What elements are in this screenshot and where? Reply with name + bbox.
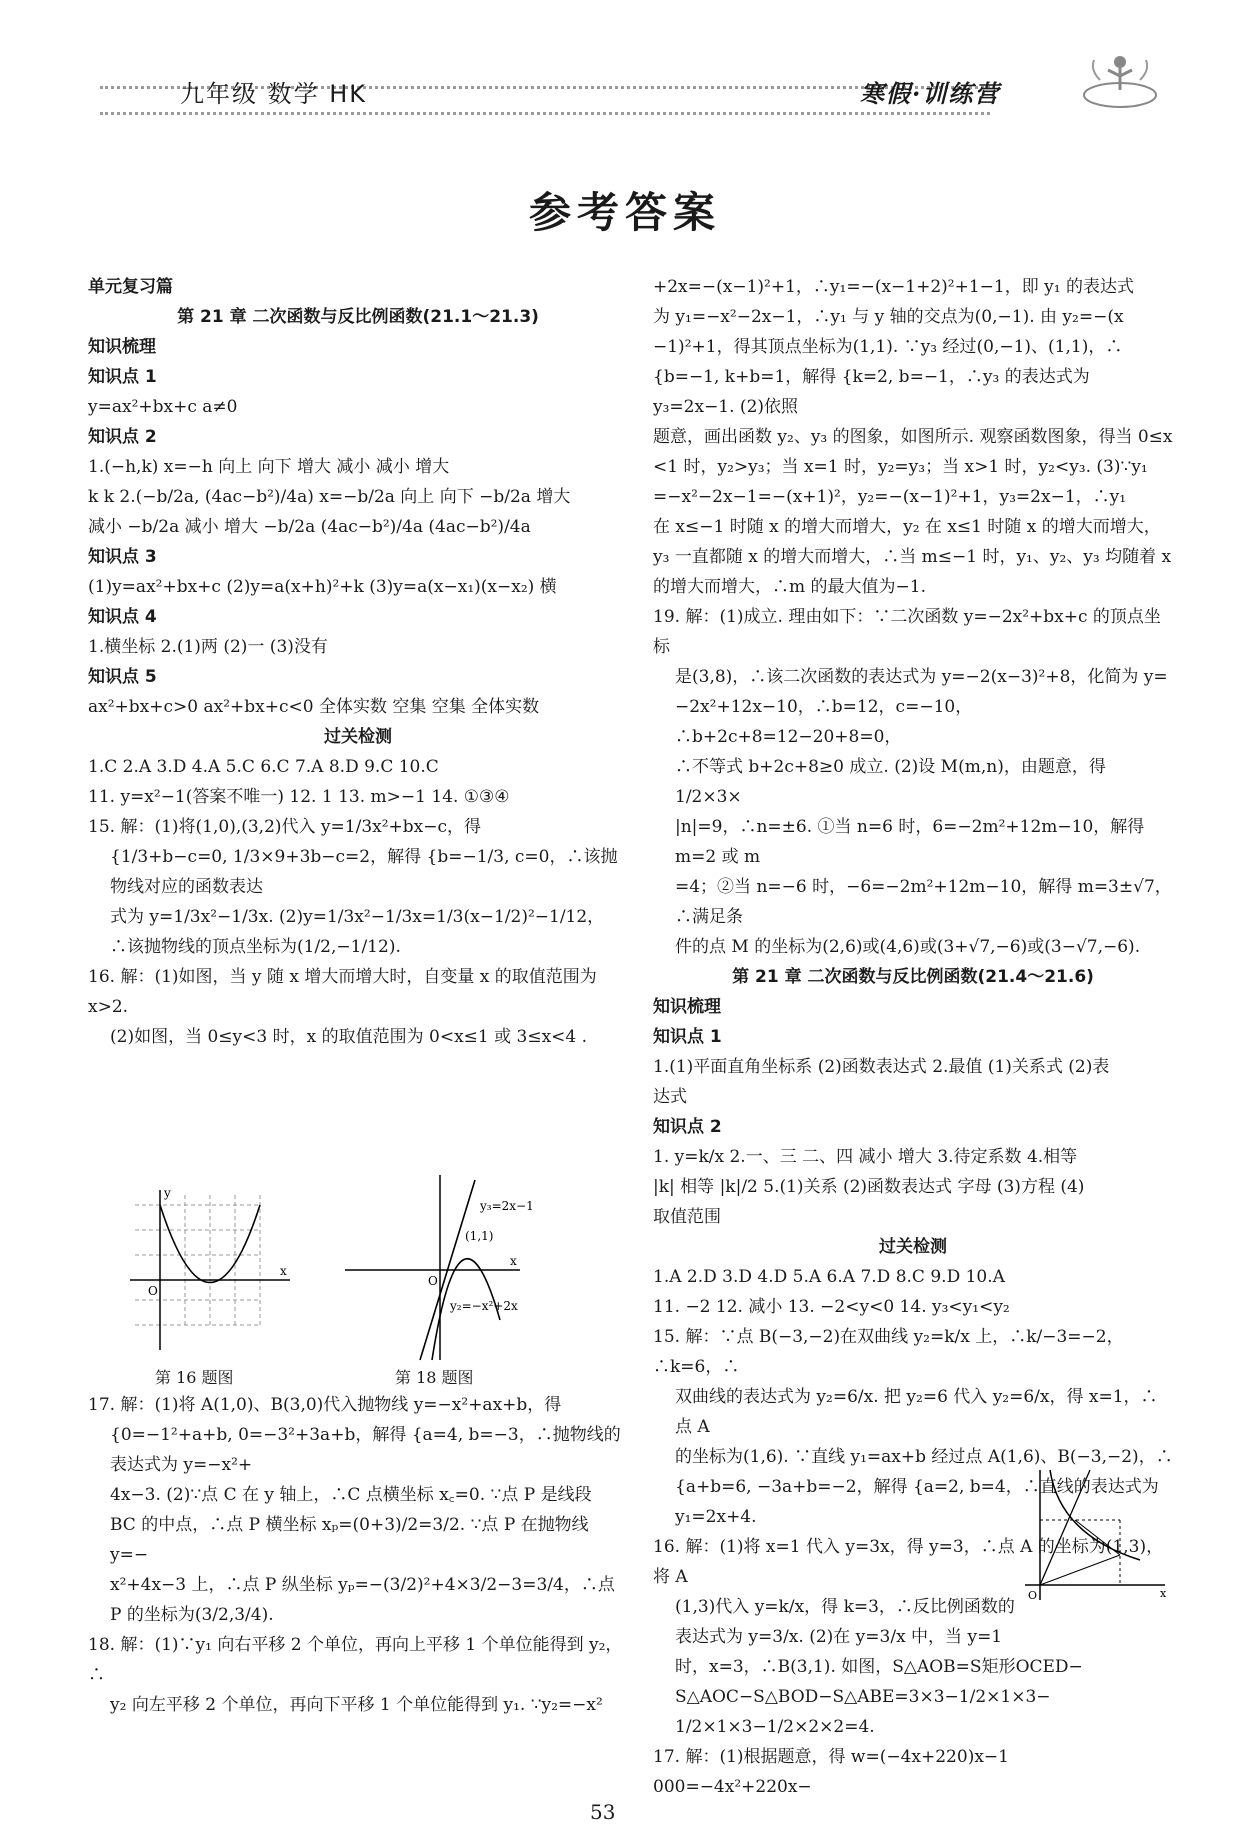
left-col2-line: y₂ 向左平移 2 个单位，再向下平移 1 个单位能得到 y₁. ∵y₂=−x² bbox=[110, 1695, 603, 1715]
left-col-line: 1.C 2.A 3.D 4.A 5.C 6.C 7.A 8.D 9.C 10.C bbox=[88, 757, 439, 777]
right-col-line: 过关检测 bbox=[879, 1237, 947, 1257]
left-col-line: 1.横坐标 2.(1)两 (2)一 (3)没有 bbox=[88, 637, 328, 657]
fig18-y2-label: y₂=−x²+2x bbox=[450, 1299, 518, 1313]
right-col-line: 取值范围 bbox=[653, 1207, 721, 1227]
right-col-line: {b=−1, k+b=1，解得 {k=2, b=−1，∴y₃ 的表达式为 y₃=2x−1. (2)依照 bbox=[653, 367, 1090, 417]
figure-right-16-graph bbox=[1020, 1465, 1170, 1605]
right-col-line: −1)²+1，得其顶点坐标为(1,1). ∵y₃ 经过(0,−1)、(1,1)，∴ bbox=[653, 337, 1123, 357]
fig16-origin: O bbox=[148, 1284, 158, 1298]
left-col-line: ∴该抛物线的顶点坐标为(1/2,−1/12). bbox=[110, 937, 401, 957]
right-col-line: =4；②当 n=−6 时，−6=−2m²+12m−10，解得 m=3±√7，∴满足条 bbox=[675, 877, 1172, 927]
right-col-line: |k| 相等 |k|/2 5.(1)关系 (2)函数表达式 字母 (3)方程 (4) bbox=[653, 1177, 1085, 1197]
left-col2-line: {0=−1²+a+b, 0=−3²+3a+b，解得 {a=4, b=−3，∴抛物线的表达式为 y=−x²+ bbox=[110, 1425, 621, 1475]
left-col2-line: x²+4x−3 上，∴点 P 纵坐标 yₚ=−(3/2)²+4×3/2−3=3/4，∴点 bbox=[110, 1575, 615, 1595]
right-col-line: 19. 解：(1)成立. 理由如下：∵二次函数 y=−2x²+bx+c 的顶点坐标 bbox=[653, 607, 1161, 657]
right-col-line: 表达式为 y=3/x. (2)在 y=3/x 中，当 y=1 bbox=[675, 1627, 1003, 1647]
left-col-line: (2)如图，当 0≤y<3 时，x 的取值范围为 0<x≤1 或 3≤x<4 . bbox=[110, 1027, 588, 1047]
right-col-line: 1.(1)平面直角坐标系 (2)函数表达式 2.最值 (1)关系式 (2)表 bbox=[653, 1057, 1110, 1077]
right-col-line: 为 y₁=−x²−2x−1，∴y₁ 与 y 轴的交点为(0,−1). 由 y₂=−(x bbox=[653, 307, 1124, 327]
left-column bbox=[88, 272, 628, 1052]
left-col-line: 减小 −b/2a 减小 增大 −b/2a (4ac−b²)/4a (4ac−b²)/4a bbox=[88, 517, 531, 537]
right-col-line: 达式 bbox=[653, 1087, 687, 1107]
fig18-x-label: x bbox=[510, 1254, 517, 1268]
right-col-line: y₃ 一直都随 x 的增大而增大，∴当 m≤−1 时，y₁、y₂、y₃ 均随着 x bbox=[653, 547, 1172, 567]
figure-16-graph bbox=[130, 1185, 330, 1365]
right-col-line: (1,3)代入 y=k/x，得 k=3，∴反比例函数的 bbox=[675, 1597, 1015, 1617]
right-col-line: 件的点 M 的坐标为(2,6)或(4,6)或(3+√7,−6)或(3−√7,−6). bbox=[675, 937, 1141, 957]
right-col-line: 16. 解：(1)将 x=1 代入 y=3x，得 y=3，∴点 A 的坐标为(1,3)，将 A bbox=[653, 1537, 1164, 1587]
left-col-line: k k 2.(−b/2a, (4ac−b²)/4a) x=−b/2a 向上 向下 −b/2a 增大 bbox=[88, 487, 571, 507]
left-col-line: 1.(−h,k) x=−h 向上 向下 增大 减小 减小 增大 bbox=[88, 457, 450, 477]
right-col-line: 第 21 章 二次函数与反比例函数(21.4～21.6) bbox=[732, 967, 1094, 987]
right-col-line: 在 x≤−1 时随 x 的增大而增大，y₂ 在 x≤1 时随 x 的增大而增大， bbox=[653, 517, 1161, 537]
figure-18-caption: 第 18 题图 bbox=[395, 1368, 474, 1387]
left-col-line: 16. 解：(1)如图，当 y 随 x 增大而增大时，自变量 x 的取值范围为 x>2. bbox=[88, 967, 597, 1017]
left-col-line: 第 21 章 二次函数与反比例函数(21.1～21.3) bbox=[177, 307, 539, 327]
right-col-line: 时，x=3，∴B(3,1). 如图，S△AOB=S矩形OCED− bbox=[675, 1657, 1083, 1677]
right-col-line: 17. 解：(1)根据题意，得 w=(−4x+220)x−1 000=−4x²+220x− bbox=[653, 1747, 1009, 1797]
figure-18-graph bbox=[340, 1170, 540, 1365]
fig18-origin: O bbox=[428, 1274, 438, 1288]
fig16-y-label: y bbox=[164, 1186, 171, 1200]
left-col-line: 知识点 3 bbox=[88, 547, 157, 567]
left-column-lower bbox=[88, 1390, 628, 1720]
right-col-line: ∴不等式 b+2c+8≥0 成立. (2)设 M(m,n)，由题意，得 1/2×3× bbox=[675, 757, 1106, 807]
right-col-line: |n|=9，∴n=±6. ①当 n=6 时，6=−2m²+12m−10，解得 m=2 或 m bbox=[675, 817, 1145, 867]
fig18-point-label: (1,1) bbox=[465, 1229, 494, 1243]
header-brand: 寒假·训练营 bbox=[860, 79, 1001, 108]
left-col-line: 知识梳理 bbox=[88, 337, 156, 357]
left-col-line: ax²+bx+c>0 ax²+bx+c<0 全体实数 空集 空集 全体实数 bbox=[88, 697, 540, 717]
right-col-line: 的增大而增大，∴m 的最大值为−1. bbox=[653, 577, 926, 597]
header-grade-subject: 九年级 数学 HK bbox=[180, 80, 368, 108]
left-col2-line: BC 的中点，∴点 P 横坐标 xₚ=(0+3)/2=3/2. ∵点 P 在抛物线 y=− bbox=[110, 1515, 589, 1565]
right-col-line: S△AOC−S△BOD−S△ABE=3×3−1/2×1×3− bbox=[675, 1687, 1051, 1707]
left-col-line: y=ax²+bx+c a≠0 bbox=[88, 397, 238, 417]
figure-16-caption: 第 16 题图 bbox=[155, 1368, 234, 1387]
left-col-line: 过关检测 bbox=[324, 727, 392, 747]
left-col-line: 知识点 2 bbox=[88, 427, 157, 447]
left-col-line: 15. 解：(1)将(1,0),(3,2)代入 y=1/3x²+bx−c，得 bbox=[88, 817, 482, 837]
header-dots-bottom bbox=[100, 112, 990, 115]
left-col-line: {1/3+b−c=0, 1/3×9+3b−c=2，解得 {b=−1/3, c=0，∴该抛物线对应的函数表达 bbox=[110, 847, 618, 897]
brand-logo-icon bbox=[1080, 50, 1160, 110]
right-col-line: 是(3,8)，∴该二次函数的表达式为 y=−2(x−3)²+8，化简为 y= bbox=[675, 667, 1168, 687]
right-col-line: 双曲线的表达式为 y₂=6/x. 把 y₂=6 代入 y₂=6/x，得 x=1，∴点 A bbox=[675, 1387, 1158, 1437]
right-col-line: 1/2×1×3−1/2×2×2=4. bbox=[675, 1717, 875, 1737]
right-col-line: 11. −2 12. 减小 13. −2<y<0 14. y₃<y₁<y₂ bbox=[653, 1297, 1010, 1317]
right-col-line: −2x²+12x−10，∴b=12，c=−10，∴b+2c+8=12−20+8=0， bbox=[675, 697, 973, 747]
right-col-line: +2x=−(x−1)²+1，∴y₁=−(x−1+2)²+1−1，即 y₁ 的表达式 bbox=[653, 277, 1134, 297]
right-col-line: 题意，画出函数 y₂、y₃ 的图象，如图所示. 观察函数图象，得当 0≤x bbox=[653, 427, 1173, 447]
page-title: 参考答案 bbox=[528, 188, 721, 237]
right-col-line: 1. y=k/x 2.一、三 二、四 减小 增大 3.待定系数 4.相等 bbox=[653, 1147, 1078, 1167]
page-number: 53 bbox=[590, 1800, 616, 1824]
left-col2-line: P 的坐标为(3/2,3/4). bbox=[110, 1605, 274, 1625]
fig-right-origin: O bbox=[1028, 1589, 1038, 1602]
left-col-line: 知识点 1 bbox=[88, 367, 157, 387]
right-col-line: 15. 解：∵点 B(−3,−2)在双曲线 y₂=k/x 上，∴k/−3=−2，∴k=6，∴ bbox=[653, 1327, 1124, 1377]
right-col-line: 1.A 2.D 3.D 4.D 5.A 6.A 7.D 8.C 9.D 10.A bbox=[653, 1267, 1005, 1287]
fig16-x-label: x bbox=[280, 1264, 287, 1278]
right-col-line: 的坐标为(1,6). ∵直线 y₁=ax+b 经过点 A(1,6)、B(−3,−2)，∴ bbox=[675, 1447, 1173, 1467]
left-col-line: 知识点 4 bbox=[88, 607, 157, 627]
left-col2-line: 4x−3. (2)∵点 C 在 y 轴上，∴C 点横坐标 x꜀=0. ∵点 P 是线段 bbox=[110, 1485, 592, 1505]
left-col2-line: 18. 解：(1)∵y₁ 向右平移 2 个单位，再向上平移 1 个单位能得到 y₂，∴ bbox=[88, 1635, 623, 1685]
left-col-line: 11. y=x²−1(答案不唯一) 12. 1 13. m>−1 14. ①③④ bbox=[88, 787, 510, 807]
left-col-line: 知识点 5 bbox=[88, 667, 157, 687]
left-col-line: 单元复习篇 bbox=[88, 277, 173, 297]
left-col-line: (1)y=ax²+bx+c (2)y=a(x+h)²+k (3)y=a(x−x₁)(x−x₂) 横 bbox=[88, 577, 557, 597]
right-col-line: <1 时，y₂>y₃；当 x=1 时，y₂=y₃；当 x>1 时，y₂<y₃. (3)∵y₁ bbox=[653, 457, 1148, 477]
right-col-line: =−x²−2x−1=−(x+1)²，y₂=−(x−1)²+1，y₃=2x−1，∴y₁ bbox=[653, 487, 1127, 507]
fig-right-x-label: x bbox=[1160, 1587, 1167, 1600]
right-col-line: {a+b=6, −3a+b=−2，解得 {a=2, b=4，∴直线的表达式为 y₁=2x+4. bbox=[675, 1477, 1159, 1527]
left-col2-line: 17. 解：(1)将 A(1,0)、B(3,0)代入抛物线 y=−x²+ax+b，得 bbox=[88, 1395, 562, 1415]
right-col-line: 知识点 1 bbox=[653, 1027, 722, 1047]
page-header bbox=[100, 78, 1140, 118]
left-col-line: 式为 y=1/3x²−1/3x. (2)y=1/3x²−1/3x=1/3(x−1/2)²−1/12， bbox=[110, 907, 605, 927]
right-col-line: 知识梳理 bbox=[653, 997, 721, 1017]
fig18-y3-label: y₃=2x−1 bbox=[480, 1199, 534, 1213]
right-col-line: 知识点 2 bbox=[653, 1117, 722, 1137]
